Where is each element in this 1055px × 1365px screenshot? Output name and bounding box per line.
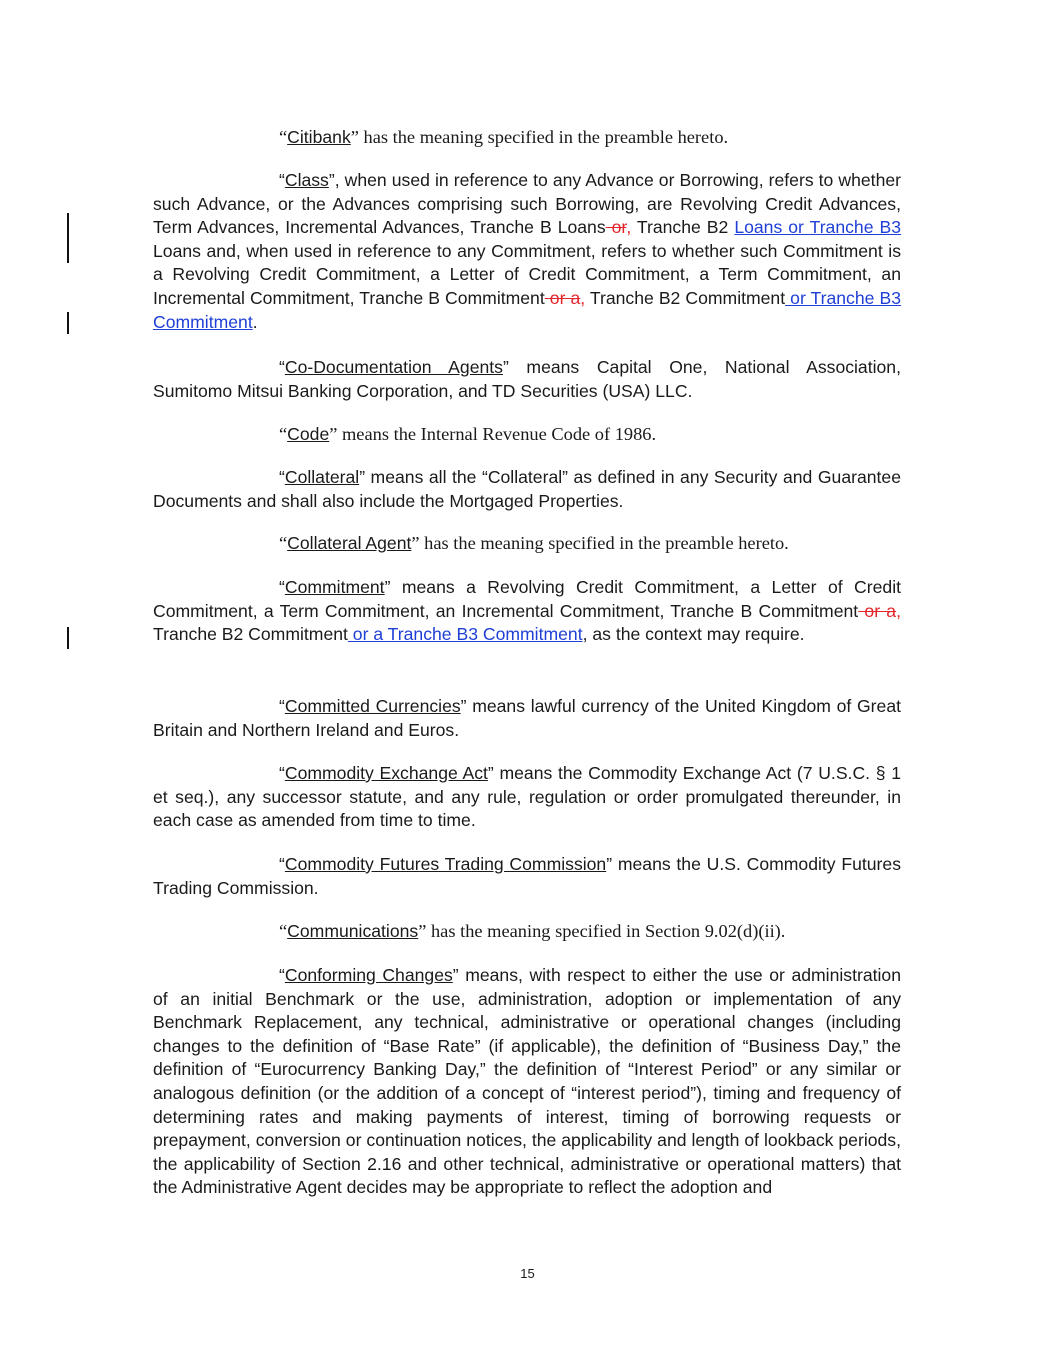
definition-text: means the Commodity Exchange Act (7 U.S.C. § 1 et seq.), any successor statute, and any rule, regulation or order promulgated thereunder, in each case as amended from time to time. (153, 763, 901, 831)
definition-class: “Class”, when used in reference to any Advance or Borrowing, refers to whether such Advance, or the Advances comprising such Borrowing, are Revolving Credit Advances, Term Advances, Incremental Advances, Tranche B Loans or, Tranche B2 Loans or Tranche B3 Loans and, when used in reference to any Commitment, refers to whether such Commitment is a Revolving Credit Commitment, a Letter of Credit Commitment, a Term Commitment, an Incremental Commitment, Tranche B Commitment or a, Tranche B2 Commitment or Tranche B3 Commitment. (153, 170, 902, 332)
term: Code (287, 424, 330, 444)
definition-text: means all the “Collateral” as defined in any Security and Guarantee Documents and shall also include the Mortgaged Properties. (153, 467, 901, 511)
change-bar (67, 312, 69, 334)
definition-text: Tranche B2 (631, 217, 735, 238)
inserted-text: , (626, 217, 632, 238)
term: Collateral Agent (287, 533, 412, 553)
definition-text: Tranche B2 Commitment (153, 624, 348, 645)
definition-commodity-exchange-act: “Commodity Exchange Act” means the Commodity Exchange Act (7 U.S.C. § 1 et seq.), any successor statute, and any rule, regulation or order promulgated thereunder, in each case as amended from time to time. (153, 763, 901, 831)
change-bar (67, 213, 69, 263)
inserted-text: Loans or Tranche B3 (734, 217, 902, 238)
definition-text: Tranche B2 Commitment (585, 287, 786, 308)
definition-text: , as the context may require. (582, 624, 805, 645)
inserted-text: or a Tranche B3 Commitment (347, 624, 583, 645)
term: Commodity Exchange Act (284, 763, 488, 783)
definition-co-documentation-agents: “Co-Documentation Agents” means Capital One, National Association, Sumitomo Mitsui Banking Corporation, and TD Securities (USA) LLC. (153, 357, 901, 401)
inserted-text: , (896, 600, 901, 621)
definition-text: Loans and, when used in reference to any Commitment, refers to whether such Commitment is a Revolving Credit Commitment, a Letter of Credit Commitment, a Term Commitment, an Incremental Commitment, Tranche B Commitment (153, 240, 901, 308)
definition-text: has the meaning specified in the preamble hereto. (358, 127, 729, 147)
definition-communications: “Communications” has the meaning specified in Section 9.02(d)(ii). (279, 921, 786, 941)
term: Co-Documentation Agents (284, 357, 503, 377)
definition-text: has the meaning specified in the preamble hereto. (419, 533, 789, 553)
definition-text: has the meaning specified in Section 9.02(d)(ii). (426, 921, 786, 941)
definition-commitment: “Commitment” means a Revolving Credit Commitment, a Letter of Credit Commitment, a Term Commitment, an Incremental Commitment, Tranche B Commitment or a, Tranche B2 Commitment or a Tranche B3 Commitment, as the context may require. (153, 577, 901, 645)
term: Commitment (284, 577, 385, 597)
inserted-text: or Tranche B3 Commitment (153, 287, 901, 332)
definition-text: , when used in reference to any Advance or Borrowing, refers to whether such Advance, or the Advances comprising such Borrowing, are Revolving Credit Advances, Term Advances, Incremental Advances, Tranche B Loans (153, 170, 901, 238)
term: Communications (287, 921, 419, 941)
definition-text: means Capital One, National Association, Sumitomo Mitsui Banking Corporation, and TD Securities (USA) LLC. (153, 357, 901, 401)
page-number: 15 (520, 1266, 535, 1281)
deleted-text: or a (544, 287, 581, 308)
definition-committed-currencies: “Committed Currencies” means lawful currency of the United Kingdom of Great Britain and Northern Ireland and Euros. (153, 696, 901, 740)
term: Class (284, 170, 329, 190)
deleted-text: or (605, 217, 627, 238)
inserted-text: , (580, 287, 586, 308)
term: Citibank (287, 127, 351, 147)
term: Collateral (284, 467, 360, 487)
deleted-text: or a (858, 600, 897, 621)
term: Committed Currencies (284, 696, 461, 716)
definition-text: means, with respect to either the use or administration of an initial Benchmark or the use, administration, adoption or implementation of any Benchmark Replacement, any technical, administrative or operational changes (including changes to the definition of “Base Rate” (if applicable), the definition of “Business Day,” the definition of “Eurocurrency Banking Day,” the definition of “Interest Period” or any similar or analogous definition (or the addition of a concept of “interest period”), timing and frequency of determining rates and making payments of interest, timing of borrowing requests or prepayment, conversion or continuation notices, the applicability and length of lookback periods, the applicability of Section 2.16 and other technical, administrative or operational matters) that the Administrative Agent decides may be appropriate to reflect the adoption and (153, 965, 901, 1198)
definition-cftc: “Commodity Futures Trading Commission” means the U.S. Commodity Futures Trading Commission. (153, 854, 901, 898)
definition-code: “Code” means the Internal Revenue Code of 1986. (279, 424, 657, 444)
definition-text: . (252, 311, 258, 332)
term: Commodity Futures Trading Commission (284, 854, 607, 874)
term: Conforming Changes (284, 965, 453, 985)
change-bar (67, 627, 69, 649)
definition-collateral-agent: “Collateral Agent” has the meaning specified in the preamble hereto. (279, 533, 789, 553)
definition-collateral: “Collateral” means all the “Collateral” as defined in any Security and Guarantee Documents and shall also include the Mortgaged Properties. (153, 467, 901, 511)
definition-text: means the U.S. Commodity Futures Trading Commission. (153, 854, 901, 898)
definition-citibank: “Citibank” has the meaning specified in the preamble hereto. (279, 127, 729, 147)
definition-conforming-changes: “Conforming Changes” means, with respect to either the use or administration of an initial Benchmark or the use, administration, adoption or implementation of any Benchmark Replacement, any technical, administrative or operational changes (including changes to the definition of “Base Rate” (if applicable), the definition of “Business Day,” the definition of “Eurocurrency Banking Day,” the definition of “Interest Period” or any similar or analogous definition (or the addition of a concept of “interest period”), timing and frequency of determining rates and making payments of interest, timing of borrowing requests or prepayment, conversion or continuation notices, the applicability and length of lookback periods, the applicability of Section 2.16 and other technical, administrative or operational matters) that the Administrative Agent decides may be appropriate to reflect the adoption and (153, 965, 901, 1198)
definition-text: means lawful currency of the United Kingdom of Great Britain and Northern Ireland and Euros. (153, 696, 901, 740)
definition-text: means a Revolving Credit Commitment, a Letter of Credit Commitment, a Term Commitment, an Incremental Commitment, Tranche B Commitment (153, 577, 901, 621)
definition-text: means the Internal Revenue Code of 1986. (337, 424, 657, 444)
